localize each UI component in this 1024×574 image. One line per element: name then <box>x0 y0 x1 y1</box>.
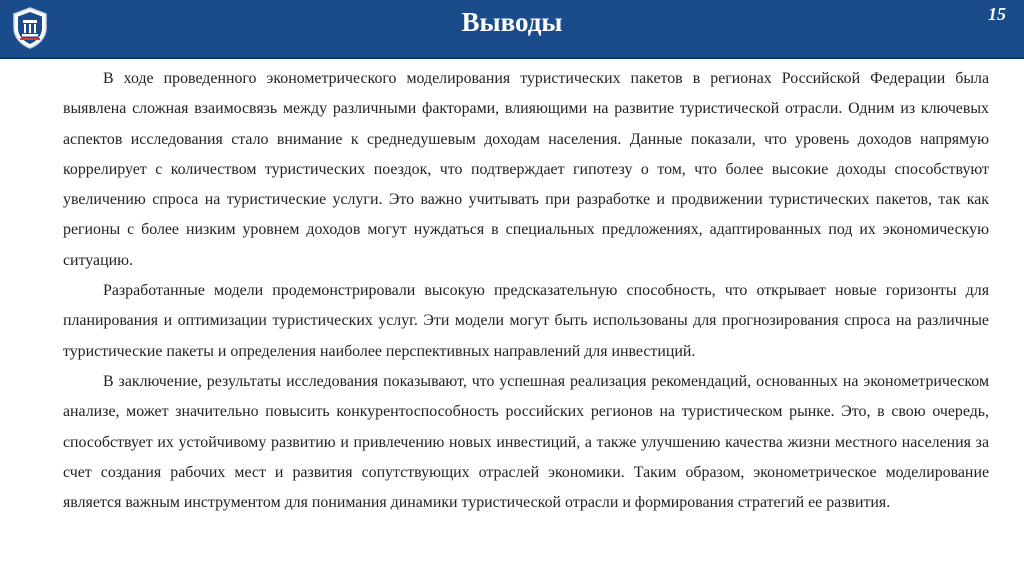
paragraph-2: Разработанные модели продемонстрировали высокую предсказательную способность, что открывает новые горизонты для планирования и оптимизации туристических услуг. Эти модели могут быть использованы для прогнозирования спроса на различные туристические пакеты и определения наиболее перспективных направлений для инвестиций. <box>63 282 989 360</box>
slide-title: Выводы <box>461 7 563 37</box>
conclusions-text <box>63 64 989 518</box>
paragraph-1: В ходе проведенного эконометрического моделирования туристических пакетов в регионах Российской Федерации была выявлена сложная взаимосвязь между различными факторами, влияющими на развитие туристической отрасли. Одним из ключевых аспектов исследования стало внимание к среднедушевым доходам населения. Данные показали, что уровень доходов напрямую коррелирует с количеством туристических поездок, что подтверждает гипотезу о том, что более высокие доходы способствуют увеличению спроса на туристические услуги. Это важно учитывать при разработке и продвижении туристических пакетов, так как регионы с более низким уровнем доходов могут нуждаться в специальных предложениях, адаптированных под их экономическую ситуацию. <box>63 70 989 269</box>
page-number: 15 <box>988 4 1006 24</box>
slide-header <box>0 0 1024 59</box>
paragraph-3: В заключение, результаты исследования показывают, что успешная реализация рекомендаций, основанных на эконометрическом анализе, может значительно повысить конкурентоспособность российских регионов на туристическом рынке. Это, в свою очередь, способствует их устойчивому развитию и привлечению новых инвестиций, а также улучшению качества жизни местного населения за счет создания рабочих мест и развития сопутствующих отраслей экономики. Таким образом, эконометрическое моделирование является важным инструментом для понимания динамики туристической отрасли и формирования стратегий ее развития. <box>63 372 989 512</box>
